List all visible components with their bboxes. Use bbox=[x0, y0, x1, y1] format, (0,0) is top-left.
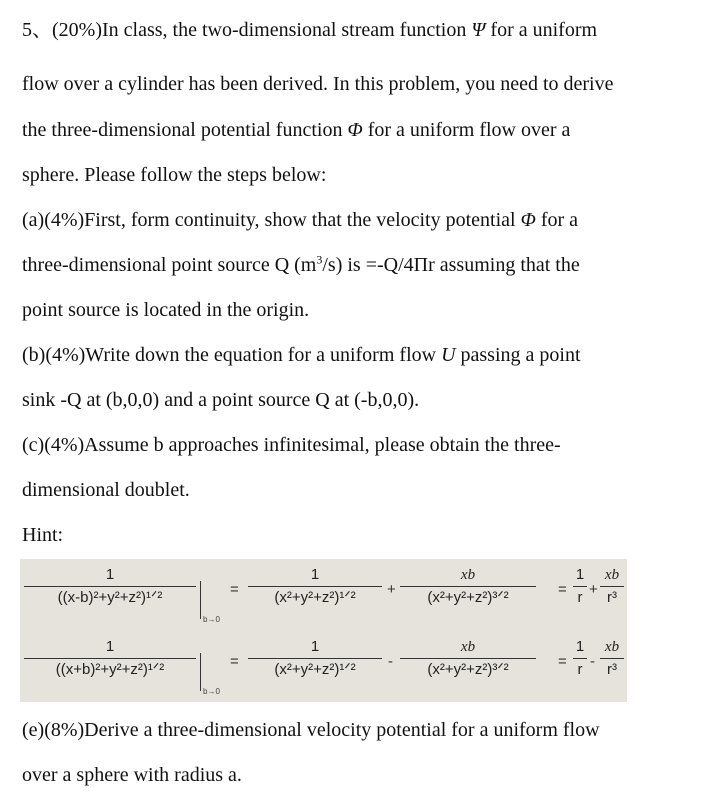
lhs-denominator: ((x-b)²+y²+z²)¹ᐟ² bbox=[57, 589, 163, 606]
line-text: 5、(20%)In class, the two-dimensional stream function bbox=[22, 19, 472, 41]
line-text: for a bbox=[535, 209, 579, 231]
problem-line-10 bbox=[22, 433, 561, 457]
term1-numerator: 1 bbox=[310, 566, 320, 583]
psi-symbol: Ψ bbox=[471, 19, 486, 41]
lhs-numerator: 1 bbox=[105, 638, 115, 655]
equals-sign: = bbox=[230, 581, 239, 598]
result2-fraction bbox=[600, 565, 624, 610]
problem-line-6 bbox=[22, 253, 580, 277]
result1-numerator: 1 bbox=[575, 566, 585, 583]
line-text: over a sphere with radius a. bbox=[22, 764, 242, 786]
term2-denominator: (x²+y²+z²)³ᐟ² bbox=[427, 661, 509, 678]
result2-denominator: r³ bbox=[607, 661, 617, 678]
problem-line-9 bbox=[22, 388, 419, 412]
problem-line-11 bbox=[22, 478, 190, 502]
problem-line-3 bbox=[22, 118, 570, 142]
result2-fraction bbox=[600, 637, 624, 682]
line-text: (e)(8%)Derive a three-dimensional velocity potential for a uniform flow bbox=[22, 719, 600, 741]
line-text: passing a point bbox=[455, 344, 581, 366]
term2-fraction bbox=[400, 637, 536, 682]
term2-fraction bbox=[400, 565, 536, 610]
result2-numerator: xb bbox=[604, 567, 620, 583]
evaluation-bar bbox=[200, 581, 201, 619]
phi-symbol: Φ bbox=[347, 119, 363, 141]
line-text: (b)(4%)Write down the equation for a uniform flow bbox=[22, 344, 442, 366]
line-text: point source is located in the origin. bbox=[22, 299, 310, 321]
line-text: the three-dimensional potential function bbox=[22, 119, 348, 141]
minus-sign: - bbox=[590, 653, 595, 670]
result1-numerator: 1 bbox=[575, 638, 585, 655]
minus-sign: - bbox=[388, 653, 393, 670]
line-text: three-dimensional point source Q (m bbox=[22, 254, 317, 276]
phi-symbol: Φ bbox=[520, 209, 536, 231]
problem-line-5 bbox=[22, 208, 578, 232]
problem-line-e2 bbox=[22, 763, 242, 787]
result1-fraction bbox=[573, 637, 587, 682]
result2-denominator: r³ bbox=[607, 589, 617, 606]
term1-denominator: (x²+y²+z²)¹ᐟ² bbox=[274, 589, 356, 606]
limit-label: b→0 bbox=[203, 687, 220, 696]
result1-fraction bbox=[573, 565, 587, 610]
equals-sign: = bbox=[230, 653, 239, 670]
problem-line-7 bbox=[22, 298, 309, 322]
term1-fraction bbox=[248, 565, 382, 610]
result2-numerator: xb bbox=[604, 639, 620, 655]
problem-line-8 bbox=[22, 343, 581, 367]
line-text: for a uniform bbox=[485, 19, 598, 41]
hint-equation-row-2 bbox=[20, 631, 627, 702]
problem-line-4 bbox=[22, 163, 326, 187]
lhs-numerator: 1 bbox=[105, 566, 115, 583]
hint-equation-row-1 bbox=[20, 559, 627, 630]
line-text: (a)(4%)First, form continuity, show that the velocity potential bbox=[22, 209, 521, 231]
line-text: dimensional doublet. bbox=[22, 479, 190, 501]
result1-denominator: r bbox=[577, 589, 583, 606]
line-text: sink -Q at (b,0,0) and a point source Q at (-b,0,0). bbox=[22, 389, 420, 411]
line-text: sphere. Please follow the steps below: bbox=[22, 164, 327, 186]
result1-denominator: r bbox=[577, 661, 583, 678]
term2-numerator: xb bbox=[460, 567, 476, 583]
line-text: flow over a cylinder has been derived. In this problem, you need to derive bbox=[22, 73, 614, 95]
term1-numerator: 1 bbox=[310, 638, 320, 655]
term1-fraction bbox=[248, 637, 382, 682]
superscript: 3 bbox=[316, 252, 323, 267]
problem-line-2 bbox=[22, 72, 613, 96]
equals-sign: = bbox=[558, 581, 567, 598]
lhs-fraction bbox=[24, 565, 196, 610]
line-text: for a uniform flow over a bbox=[362, 119, 571, 141]
evaluation-bar bbox=[200, 653, 201, 691]
uniform-flow-symbol: U bbox=[441, 344, 456, 366]
lhs-fraction bbox=[24, 637, 196, 682]
hint-formula-image bbox=[20, 559, 627, 702]
line-text: (c)(4%)Assume b approaches infinitesimal, please obtain the three- bbox=[22, 434, 561, 456]
problem-line-e1 bbox=[22, 718, 600, 742]
hint-label bbox=[22, 523, 63, 547]
equals-sign: = bbox=[558, 653, 567, 670]
limit-label: b→0 bbox=[203, 615, 220, 624]
term1-denominator: (x²+y²+z²)¹ᐟ² bbox=[274, 661, 356, 678]
lhs-denominator: ((x+b)²+y²+z²)¹ᐟ² bbox=[55, 661, 165, 678]
problem-line-1 bbox=[22, 18, 597, 42]
line-text: Hint: bbox=[22, 524, 64, 546]
plus-sign: + bbox=[387, 581, 396, 598]
line-text: /s) is =-Q/4Πr assuming that the bbox=[322, 254, 580, 276]
plus-sign: + bbox=[589, 581, 598, 598]
term2-numerator: xb bbox=[460, 639, 476, 655]
term2-denominator: (x²+y²+z²)³ᐟ² bbox=[427, 589, 509, 606]
